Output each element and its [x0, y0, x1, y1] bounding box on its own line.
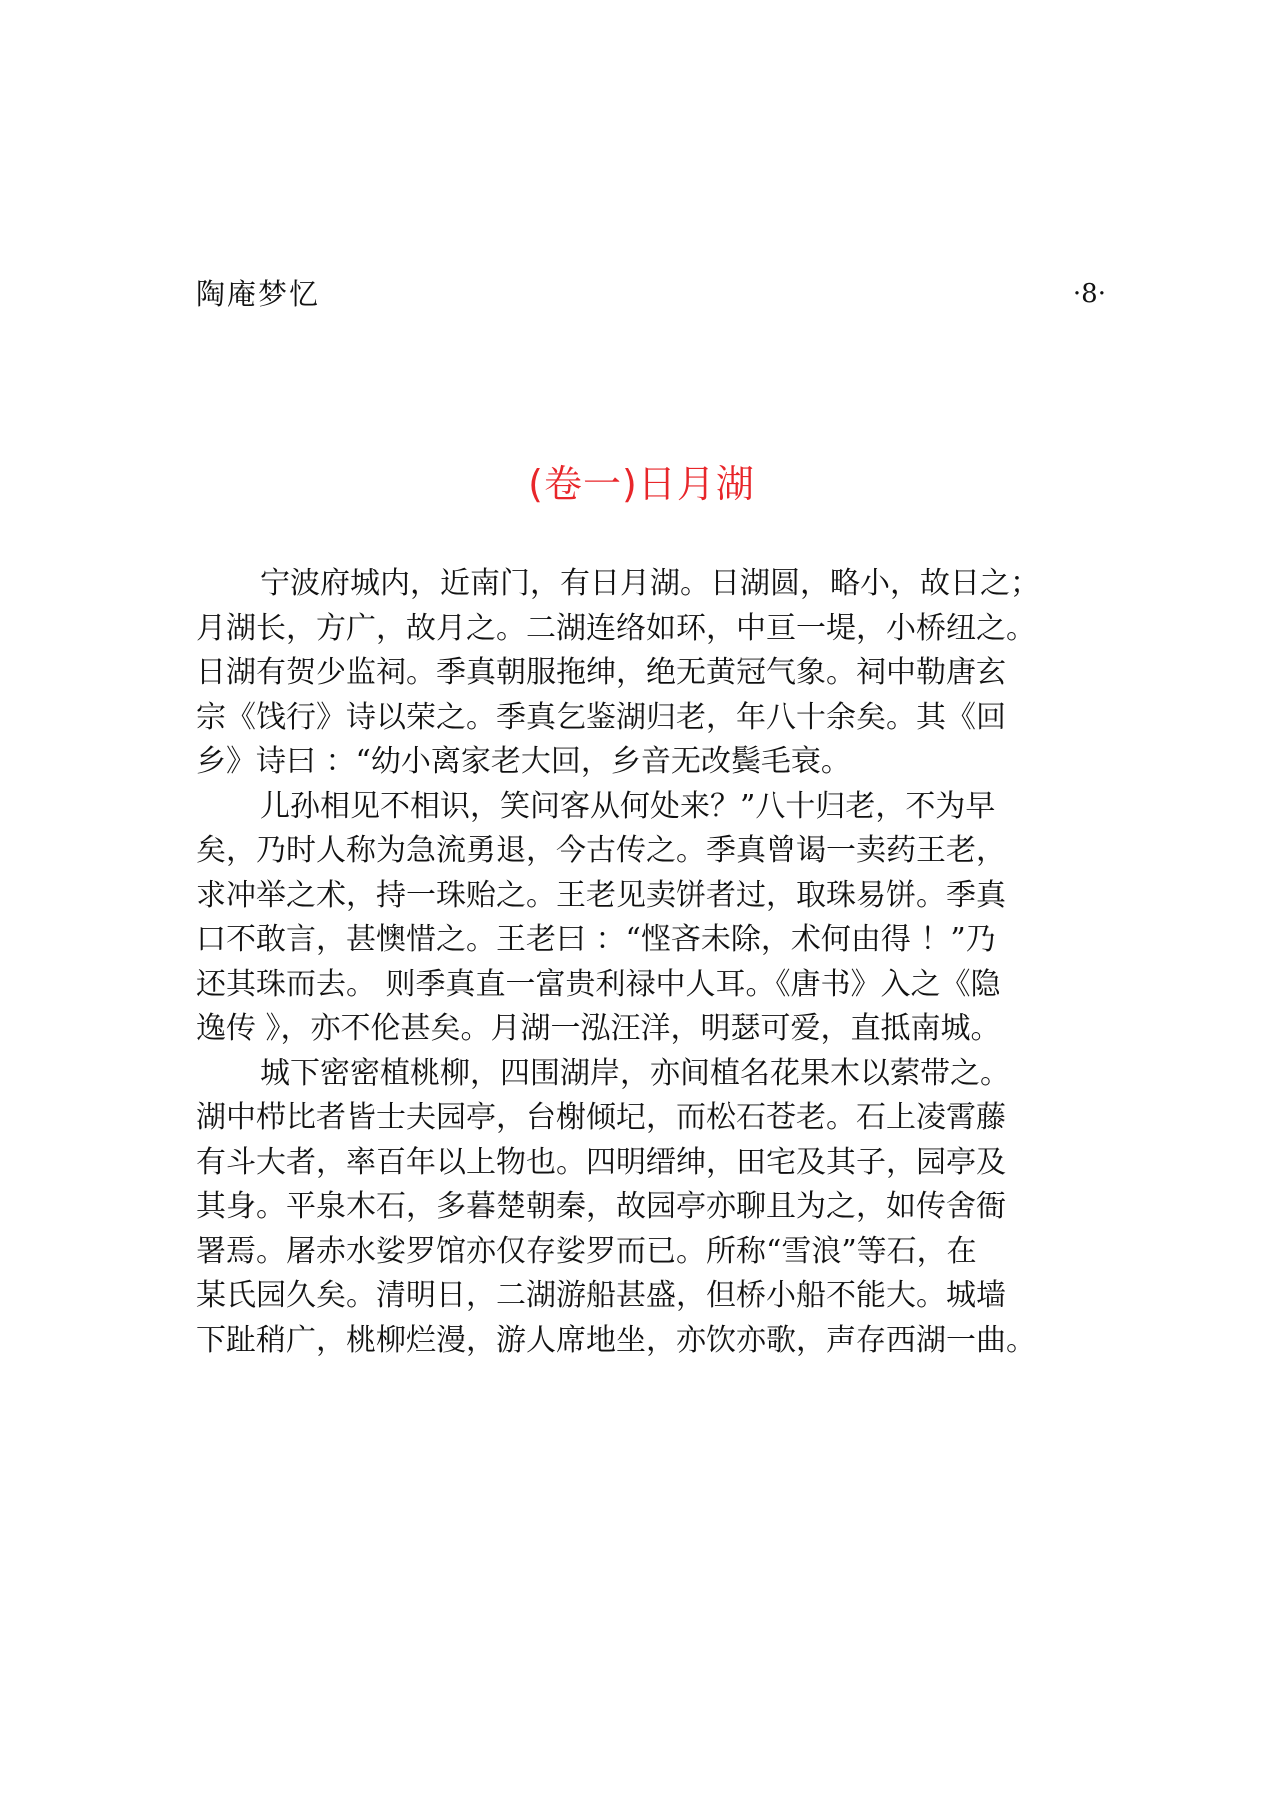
text-line: 求冲举之术，持一珠贻之。王老见卖饼者过，取珠易饼。季真 — [196, 877, 1006, 913]
text-line: 署焉。屠赤水娑罗馆亦仅存娑罗而已。所称“雪浪”等石，在 — [196, 1233, 977, 1269]
book-title: 陶庵梦忆 — [196, 277, 321, 311]
text-line: 宁波府城内，近南门，有日月湖。日湖圆，略小，故日之； — [260, 566, 1040, 601]
text-line: 还其珠而去。 则季真直一富贵利禄中人耳。《唐书》入之《隐 — [196, 966, 1001, 1002]
chapter-title: (卷一)日月湖 — [528, 462, 755, 506]
text-line: 有斗大者，率百年以上物也。四明缙绅，田宅及其子，园亭及 — [196, 1144, 1006, 1180]
text-line: 矣，乃时人称为急流勇退，今古传之。季真曾谒一卖药王老， — [196, 833, 1006, 868]
text-line: 宗《饯行》诗以荣之。季真乞鉴湖归老，年八十余矣。其《回 — [196, 699, 1006, 735]
text-line: 城下密密植桃柳，四围湖岸，亦间植名花果木以萦带之。 — [260, 1055, 1010, 1091]
text-line: 湖中栉比者皆士夫园亭，台榭倾圮，而松石苍老。石上凌霄藤 — [196, 1100, 1006, 1135]
text-line: 乡》诗曰 ：“幼小离家老大回，乡音无改鬓毛衰。 — [196, 744, 851, 779]
page-number: ·8· — [1072, 279, 1106, 309]
text-line: 下趾稍广，桃柳烂漫，游人席地坐，亦饮亦歌，声存西湖一曲。 — [196, 1322, 1036, 1358]
text-line: 某氏园久矣。清明日，二湖游船甚盛，但桥小船不能大。城墙 — [196, 1278, 1006, 1313]
text-line: 其身。平泉木石，多暮楚朝秦，故园亭亦聊且为之，如传舍衙 — [196, 1189, 1006, 1224]
text-line: 逸传 》，亦不伦甚矣。月湖一泓汪洋，明瑟可爱，直抵南城。 — [196, 1011, 1001, 1046]
running-header — [196, 272, 1106, 316]
text-line: 儿孙相见不相识，笑问客从何处来？”八十归老，不为早 — [260, 788, 996, 824]
text-line: 口不敢言，甚懊惜之。王老曰 ：“悭吝未除，术何由得 ！”乃 — [196, 922, 996, 957]
text-line: 日湖有贺少监祠。季真朝服拖绅，绝无黄冠气象。祠中勒唐玄 — [196, 655, 1006, 690]
body-text — [196, 562, 1106, 1363]
text-line: 月湖长，方广，故月之。二湖连络如环，中亘一堤，小桥纽之。 — [196, 610, 1036, 646]
